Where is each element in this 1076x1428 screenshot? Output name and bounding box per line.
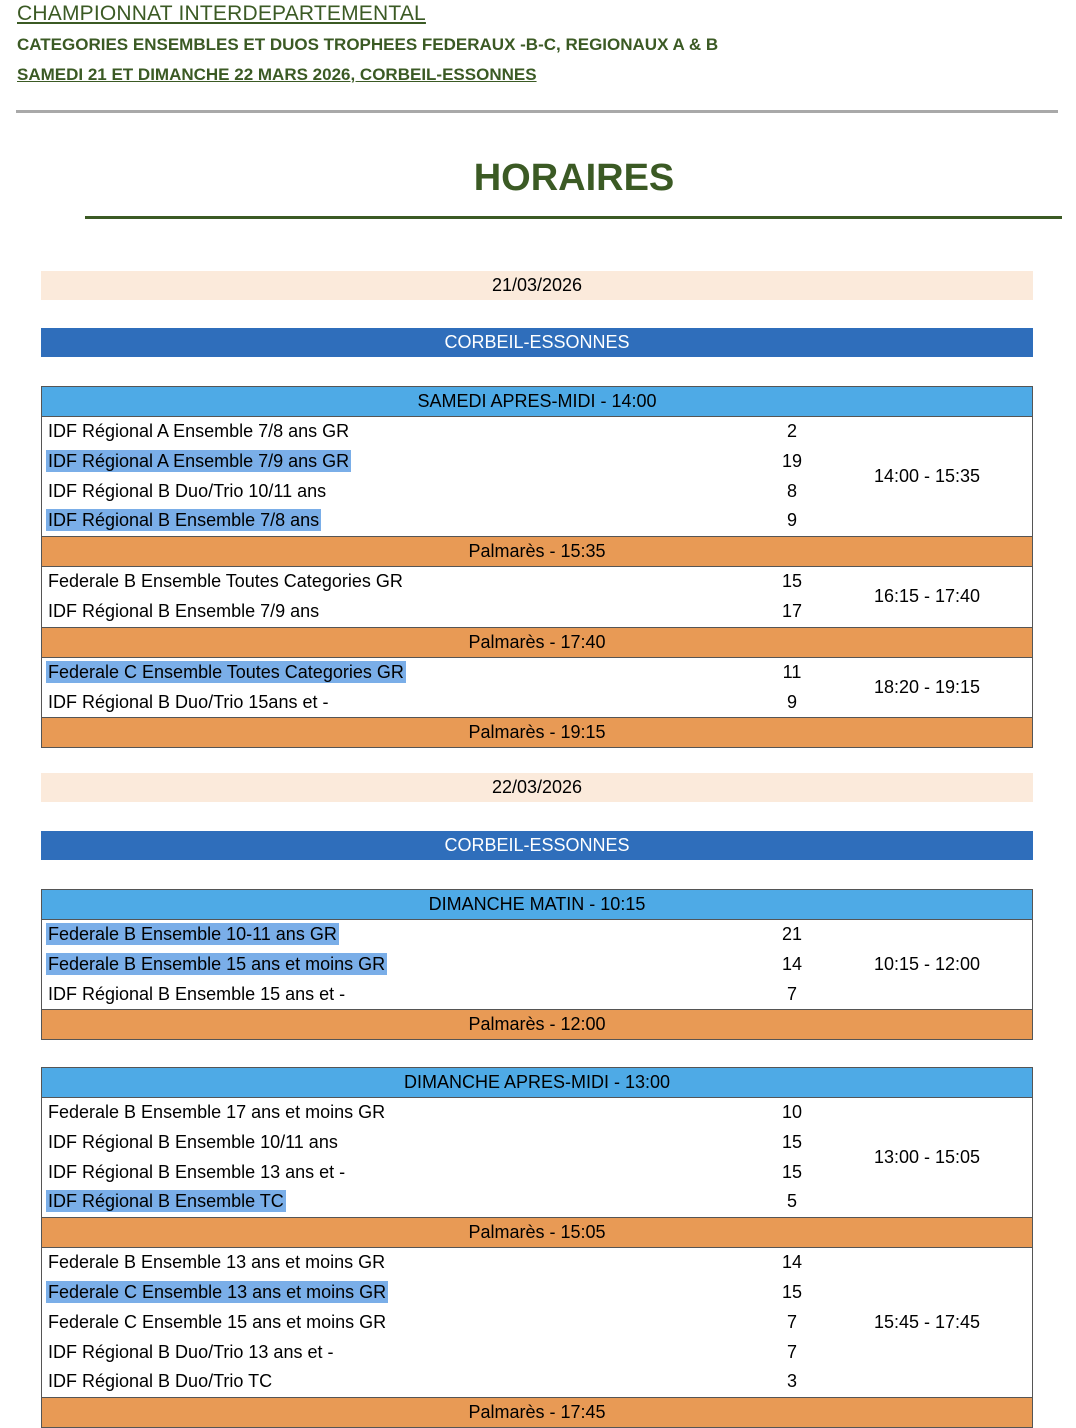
session-header: DIMANCHE APRES-MIDI - 13:00 [42, 1068, 1032, 1098]
time-range: 13:00 - 15:05 [873, 1147, 981, 1168]
category-name: Federale B Ensemble Toutes Categories GR [48, 571, 403, 592]
category-name-cell [42, 1338, 742, 1368]
category-name-cell [42, 688, 742, 718]
category-name-cell [42, 1098, 742, 1128]
palmares-row: Palmarès - 19:15 [42, 718, 1032, 748]
category-row [42, 1128, 742, 1158]
participant-count: 17 [781, 600, 803, 621]
category-name-cell [42, 1367, 742, 1397]
category-row [42, 447, 742, 477]
palmares-row: Palmarès - 17:45 [42, 1398, 1032, 1428]
header-dates-location: SAMEDI 21 ET DIMANCHE 22 MARS 2026, CORBEIL-ESSONNES [17, 65, 537, 84]
participant-count: 19 [781, 450, 803, 471]
participant-count: 15 [781, 1281, 803, 1302]
category-name: IDF Régional B Ensemble 15 ans et - [48, 983, 346, 1004]
category-name: Federale B Ensemble 10-11 ans GR [48, 924, 337, 944]
category-name-cell [42, 1158, 742, 1188]
participant-count: 15 [781, 1131, 803, 1152]
category-row [42, 597, 742, 627]
time-range: 15:45 - 17:45 [873, 1312, 981, 1333]
category-row [42, 980, 742, 1010]
participant-count: 3 [786, 1371, 797, 1392]
participant-count: 14 [781, 953, 803, 974]
participant-count: 11 [782, 661, 802, 682]
count-list [742, 1098, 842, 1217]
category-row [42, 1187, 742, 1217]
category-row [42, 567, 742, 597]
category-row [42, 920, 742, 950]
session-header: DIMANCHE MATIN - 10:15 [42, 890, 1032, 920]
category-name: IDF Régional B Duo/Trio TC [48, 1371, 273, 1392]
category-list [42, 417, 742, 536]
palmares-row: Palmarès - 12:00 [42, 1010, 1032, 1040]
date-bar: 21/03/2026 [41, 271, 1033, 300]
participant-count: 9 [786, 510, 797, 531]
category-name-cell [42, 1248, 742, 1278]
title-underline [85, 216, 1062, 219]
time-block [42, 1248, 1032, 1398]
page-title: HORAIRES [473, 157, 675, 199]
count-list [742, 567, 842, 627]
category-name-cell [42, 597, 742, 627]
category-name-cell [42, 477, 742, 507]
category-list [42, 1248, 742, 1397]
category-name: IDF Régional B Ensemble 7/8 ans [48, 510, 320, 531]
category-name: Federale B Ensemble 15 ans et moins GR [48, 953, 386, 974]
category-name: IDF Régional B Ensemble 10/11 ans [48, 1131, 338, 1152]
category-row [42, 1367, 742, 1397]
participant-count: 14 [781, 1252, 803, 1273]
category-row [42, 688, 742, 718]
participant-count: 10 [781, 1102, 803, 1122]
time-range: 18:20 - 19:15 [873, 677, 981, 698]
palmares-row: Palmarès - 17:40 [42, 628, 1032, 658]
time-range: 10:15 - 12:00 [873, 954, 981, 975]
time-block [42, 658, 1032, 719]
count-list [742, 1248, 842, 1397]
category-row [42, 477, 742, 507]
category-list [42, 920, 742, 1009]
time-range: 14:00 - 15:35 [873, 466, 981, 487]
category-row [42, 1248, 742, 1278]
category-name: IDF Régional B Duo/Trio 15ans et - [48, 691, 329, 712]
participant-count: 15 [781, 1161, 803, 1182]
category-name-cell [42, 506, 742, 536]
time-block [42, 417, 1032, 537]
category-row [42, 1308, 742, 1338]
category-row [42, 417, 742, 447]
venue-bar: CORBEIL-ESSONNES [41, 328, 1033, 357]
category-name-cell [42, 658, 742, 688]
category-name-cell [42, 950, 742, 980]
category-list [42, 1098, 742, 1217]
category-name: IDF Régional B Ensemble TC [48, 1191, 284, 1212]
time-range: 16:15 - 17:40 [873, 586, 981, 607]
category-name-cell [42, 980, 742, 1010]
participant-count: 7 [786, 1311, 797, 1332]
session-header: SAMEDI APRES-MIDI - 14:00 [42, 387, 1032, 417]
participant-count: 2 [786, 421, 797, 441]
category-name: IDF Régional A Ensemble 7/8 ans GR [48, 421, 350, 441]
category-name: Federale B Ensemble 17 ans et moins GR [48, 1102, 386, 1122]
category-name-cell [42, 567, 742, 597]
category-name: IDF Régional A Ensemble 7/9 ans GR [48, 450, 350, 471]
category-name-cell [42, 447, 742, 477]
participant-count: 21 [781, 924, 803, 944]
category-name: Federale C Ensemble Toutes Categories GR [48, 661, 404, 682]
category-name-cell [42, 1128, 742, 1158]
category-list [42, 658, 742, 718]
time-block [42, 920, 1032, 1010]
time-block [42, 567, 1032, 628]
category-row [42, 1158, 742, 1188]
participant-count: 8 [786, 480, 797, 501]
session-table [41, 1067, 1033, 1428]
session-table [41, 386, 1033, 748]
header-divider [16, 110, 1058, 113]
participant-count: 7 [786, 1341, 797, 1362]
header-categories: CATEGORIES ENSEMBLES ET DUOS TROPHEES FEDERAUX -B-C, REGIONAUX A & B [17, 35, 719, 54]
palmares-row: Palmarès - 15:05 [42, 1218, 1032, 1248]
category-name: IDF Régional B Ensemble 13 ans et - [48, 1161, 346, 1182]
participant-count: 9 [786, 691, 797, 712]
participant-count: 15 [781, 571, 803, 592]
category-row [42, 1098, 742, 1128]
category-name-cell [42, 1308, 742, 1338]
category-name-cell [42, 920, 742, 950]
time-block [42, 1098, 1032, 1218]
category-name-cell [42, 1278, 742, 1308]
category-name-cell [42, 1187, 742, 1217]
category-row [42, 658, 742, 688]
category-row [42, 506, 742, 536]
category-row [42, 1278, 742, 1308]
category-name: Federale B Ensemble 13 ans et moins GR [48, 1252, 386, 1273]
session-table [41, 889, 1033, 1040]
category-row [42, 950, 742, 980]
count-list [742, 658, 842, 718]
participant-count: 7 [786, 983, 797, 1004]
date-bar: 22/03/2026 [41, 773, 1033, 802]
category-name: Federale C Ensemble 15 ans et moins GR [48, 1311, 387, 1332]
category-list [42, 567, 742, 627]
category-name-cell [42, 417, 742, 447]
venue-bar: CORBEIL-ESSONNES [41, 831, 1033, 860]
category-row [42, 1338, 742, 1368]
count-list [742, 920, 842, 1009]
count-list [742, 417, 842, 536]
palmares-row: Palmarès - 15:35 [42, 537, 1032, 567]
category-name: IDF Régional B Duo/Trio 13 ans et - [48, 1341, 334, 1362]
category-name: IDF Régional B Ensemble 7/9 ans [48, 600, 320, 621]
header-championship: CHAMPIONNAT INTERDEPARTEMENTAL [17, 2, 426, 25]
category-name: Federale C Ensemble 13 ans et moins GR [48, 1281, 387, 1302]
category-name: IDF Régional B Duo/Trio 10/11 ans [48, 480, 327, 501]
participant-count: 5 [786, 1191, 797, 1212]
